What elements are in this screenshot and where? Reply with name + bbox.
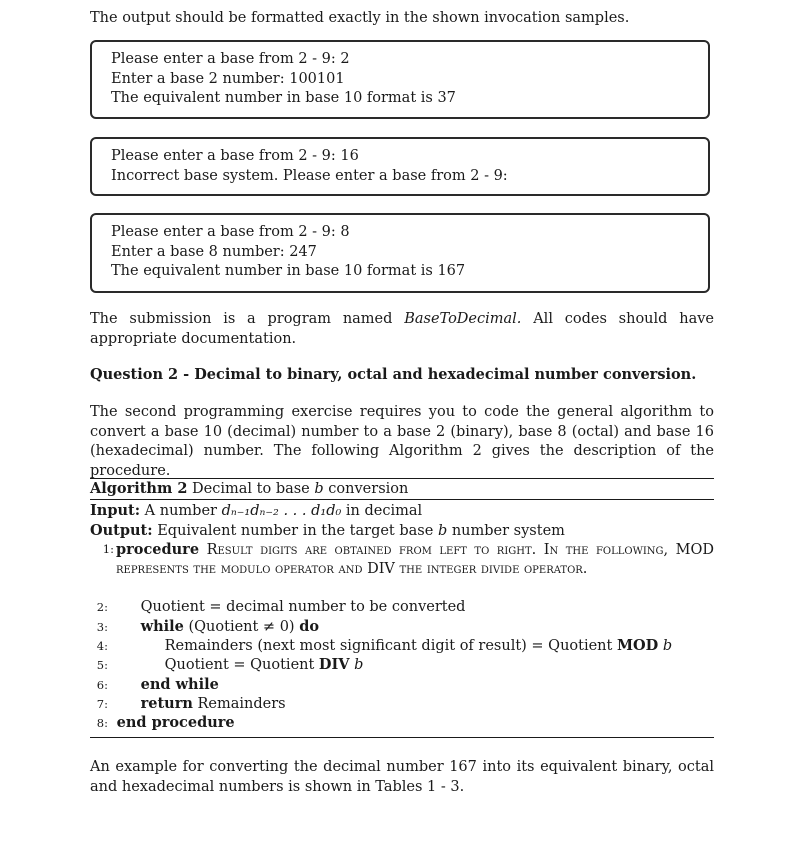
step-text: Quotient = Quotient <box>164 657 315 673</box>
sample-line: Enter a base 2 number: 100101 <box>111 70 345 87</box>
submission-paragraph <box>90 310 714 349</box>
output-var: b <box>437 523 448 539</box>
algorithm-bottom-rule <box>90 737 714 738</box>
sample-line: Incorrect base system. Please enter a base from 2 - 9: <box>111 167 508 184</box>
sample-line: The equivalent number in base 10 format is 167 <box>111 263 466 279</box>
sample-line: Enter a base 8 number: 247 <box>111 243 317 260</box>
step-var: b <box>354 657 364 673</box>
input-math: dₙ₋₁dₙ₋₂ . . . d₁d₀ <box>221 503 342 519</box>
closing-paragraph: An example for converting the decimal number 167 into its equivalent binary, octal and hexadecimal numbers is shown in Tables 1 - 3. <box>90 759 714 795</box>
mod-keyword: MOD <box>616 637 659 654</box>
submission-prefix: The submission is a program named <box>90 311 405 327</box>
while-keyword: while <box>140 618 184 635</box>
step-var: b <box>662 638 673 654</box>
sample-line: Please enter a base from 2 - 9: 16 <box>111 148 359 164</box>
program-name: BaseToDecimal. <box>404 311 522 327</box>
step-number: 1: <box>102 542 114 556</box>
step-text: (Quotient ≠ 0) <box>188 619 295 635</box>
step-6: 6: end while <box>96 676 219 693</box>
algorithm-output <box>90 521 565 541</box>
algorithm-mid-rule <box>90 499 714 500</box>
step-text: Quotient = decimal number to be converted <box>140 599 466 615</box>
return-keyword: return <box>140 695 193 712</box>
step-text: Remainders (next most significant digit of result) = Quotient <box>164 638 613 654</box>
input-post: in decimal <box>341 503 423 519</box>
algorithm-caption-pre: Decimal to base <box>192 481 315 497</box>
end-while-keyword: end while <box>140 676 219 693</box>
step-5: 5: Quotient = Quotient DIV b <box>96 656 364 673</box>
input-pre: A number <box>144 503 222 519</box>
algorithm-input <box>90 501 422 521</box>
submission-suffix: All codes should have appropriate documentation. <box>90 311 714 347</box>
intro-text: The output should be formatted exactly in the shown invocation samples. <box>90 10 630 26</box>
end-procedure-keyword: end procedure <box>116 714 235 731</box>
algorithm-caption <box>90 479 408 499</box>
algorithm-caption-var: b <box>314 481 324 497</box>
step-text: Remainders <box>197 696 286 712</box>
sample-line: Please enter a base from 2 - 9: 2 <box>111 51 350 67</box>
sample-line: The equivalent number in base 10 format is 37 <box>111 90 456 106</box>
sample-box <box>90 40 710 119</box>
step-2: 2: Quotient = decimal number to be converted <box>96 599 466 615</box>
sample-line: Please enter a base from 2 - 9: 8 <box>111 224 350 240</box>
question-heading: Question 2 - Decimal to binary, octal and hexadecimal number conversion. <box>90 366 697 383</box>
procedure-keyword: procedure <box>116 541 200 558</box>
input-label: Input: <box>90 502 141 519</box>
procedure-description: Result digits are obtained from left to right. In the following, MOD represents the modulo operator and DIV the integer divide operator. <box>116 542 715 577</box>
step-3: 3: while (Quotient ≠ 0) do <box>96 618 319 635</box>
div-keyword: DIV <box>318 656 350 673</box>
sample-box <box>90 213 710 293</box>
output-post: number system <box>447 523 565 539</box>
sample-box <box>90 137 710 196</box>
output-pre: Equivalent number in the target base <box>157 523 438 539</box>
output-label: Output: <box>90 522 153 539</box>
algorithm-label: Algorithm 2 <box>90 480 188 497</box>
algorithm-caption-post: conversion <box>323 481 409 497</box>
step-8: 8: end procedure <box>96 714 235 731</box>
question-body: The second programming exercise requires you to code the general algorithm to convert a base 10 (decimal) number to a base 2 (binary), base 8 (octal) and base 16 (hexadecimal) number. The following Algorithm 2 gives the description of the procedure. <box>90 404 714 479</box>
do-keyword: do <box>299 618 319 635</box>
step-procedure <box>116 540 714 579</box>
step-7: 7: return Remainders <box>96 695 286 712</box>
step-4: 4: Remainders (next most significant digit of result) = Quotient MOD b <box>96 637 673 654</box>
